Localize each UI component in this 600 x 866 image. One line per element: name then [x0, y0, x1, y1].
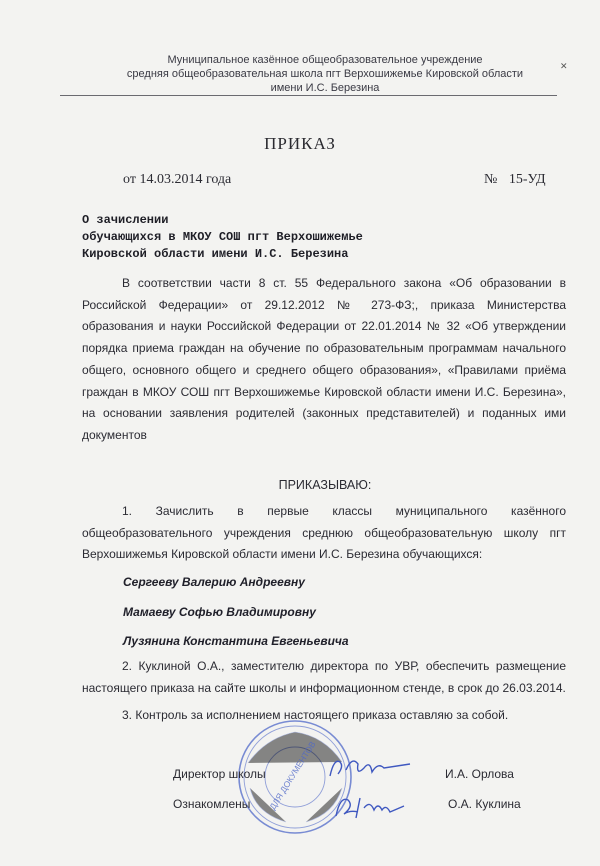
item-1: 1. Зачислить в первые классы муниципального казённого общеобразовательного учреждения среднюю общеобразовательную школу пгт Верхошижемья Кировской области имени И.С. Березина обучающихся:	[82, 504, 566, 562]
preamble-paragraph: В соответствии части 8 ст. 55 Федерального закона «Об образовании в Российской Федерации» от 29.12.2012 № 273-ФЗ;, приказа Министерства образования и науки Российской Федерации от 22.01.2014 № 32 «Об утверждении порядка приема граждан на обучение по образовательным программам начального общего, основного общего и среднего общего образования», «Правилами приёма граждан в МКОУ СОШ пгт Верхошижемье Кировской области имени И.С. Березина», на основании заявления родителей (законных представителей) и поданных ими документов	[82, 276, 566, 442]
director-signature	[326, 752, 416, 782]
number-label: №	[484, 172, 498, 187]
order-number	[484, 172, 546, 188]
acknowledged-signature	[330, 790, 420, 822]
director-label: Директор школы	[173, 767, 266, 781]
item-3: 3. Контроль за исполнением настоящего приказа оставляю за собой.	[122, 708, 509, 722]
subject-line-3: Кировской области имени И.С. Березина	[82, 247, 349, 261]
director-name: И.А. Орлова	[445, 767, 514, 781]
header-line-3: имени И.С. Березина	[270, 82, 380, 94]
header-line-2: средняя общеобразовательная школа пгт Верхошижемье Кировской области	[126, 68, 524, 80]
order-word: ПРИКАЗЫВАЮ:	[278, 478, 372, 492]
order-subject	[82, 212, 363, 263]
subject-line-2: обучающихся в МКОУ СОШ пгт Верхошижемье	[82, 230, 363, 244]
item-2: 2. Куклиной О.А., заместителю директора по УВР, обеспечить размещение настоящего приказа на сайте школы и информационном стенде, в срок до 26.03.2014.	[82, 659, 566, 695]
date-value: 14.03.2014 года	[139, 172, 232, 187]
order-date	[123, 172, 231, 188]
document-title: ПРИКАЗ	[264, 134, 336, 153]
header-divider	[60, 95, 557, 96]
acknowledged-label: Ознакомлены	[173, 797, 251, 811]
header-line-1: Муниципальное казённое общеобразовательное учреждение	[167, 54, 483, 66]
number-value: 15-УД	[508, 172, 546, 187]
student-3: Лузянина Константина Евгеньевича	[123, 634, 349, 648]
corner-mark: ✕	[560, 61, 568, 71]
student-2: Мамаеву Софью Владимировну	[123, 605, 316, 619]
student-1: Сергееву Валерию Андреевну	[123, 575, 305, 589]
stamp-text: ДЛЯ ДОКУМЕНТОВ	[267, 739, 318, 812]
subject-line-1: О зачислении	[82, 213, 169, 227]
acknowledged-name: О.А. Куклина	[448, 797, 521, 811]
date-label: от	[123, 172, 136, 187]
